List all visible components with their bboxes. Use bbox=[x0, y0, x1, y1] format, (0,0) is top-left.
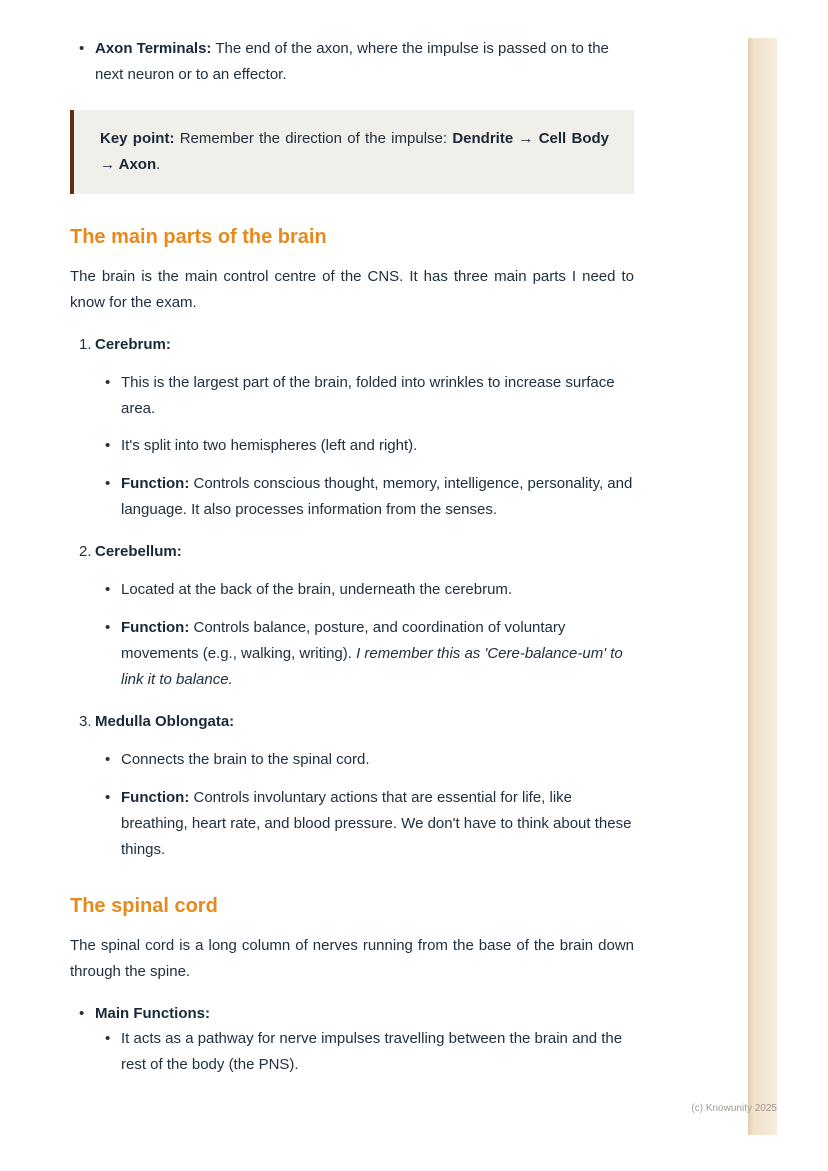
main-functions-sub-list bbox=[96, 1026, 634, 1078]
callout-bold-path: Dendrite → Cell Body → Axon bbox=[100, 129, 609, 173]
list-item bbox=[70, 1001, 634, 1079]
numbered-item-heading bbox=[70, 539, 634, 565]
list-number: 2. bbox=[79, 543, 92, 561]
term-cerebellum: Cerebellum: bbox=[95, 543, 182, 561]
list-item-text bbox=[95, 36, 634, 88]
numbered-item-cerebellum bbox=[70, 539, 634, 693]
bullet-marker: • bbox=[105, 437, 111, 455]
term-main-functions: Main Functions: bbox=[95, 1004, 210, 1022]
bullet-text: Located at the back of the brain, underneath the cerebrum. bbox=[121, 581, 513, 599]
axon-bullet-list bbox=[70, 36, 634, 88]
term-medulla: Medulla Oblongata: bbox=[95, 712, 235, 730]
footer-credit: (c) Knowunity 2025 bbox=[691, 1103, 777, 1114]
axon-term: Axon Terminals: bbox=[95, 40, 212, 57]
callout-mid: Remember the direction of the impulse: bbox=[174, 129, 453, 147]
list-number: 3. bbox=[79, 712, 92, 730]
list-item bbox=[96, 471, 634, 523]
list-item-heading bbox=[70, 1001, 634, 1027]
callout-text bbox=[100, 126, 609, 178]
bullet-marker: • bbox=[79, 1004, 85, 1022]
brain-parts-numbered-list bbox=[70, 332, 634, 863]
bullet-marker: • bbox=[105, 373, 111, 391]
list-item-text bbox=[121, 433, 634, 459]
axon-text: The end of the axon, where the impulse is passed on to the next neuron or to an effector. bbox=[95, 40, 609, 83]
brain-section-intro: The brain is the main control centre of the CNS. It has three main parts I need to know for the exam. bbox=[70, 267, 634, 311]
bullet-marker: • bbox=[105, 619, 111, 637]
list-item-text bbox=[121, 747, 634, 773]
bullet-text: It's split into two hemispheres (left and right). bbox=[121, 437, 418, 455]
heading-spinal-cord: The spinal cord bbox=[70, 894, 218, 917]
heading-main-parts-of-brain: The main parts of the brain bbox=[70, 225, 327, 248]
bullet-marker: • bbox=[105, 788, 111, 806]
bullet-text: Controls conscious thought, memory, intelligence, personality, and language. It also processes information from the senses. bbox=[121, 475, 633, 519]
bullet-italic-note: I remember this as 'Cere-balance-um' to link it to balance. bbox=[121, 645, 623, 688]
list-item-text bbox=[121, 370, 634, 422]
bullet-text: It acts as a pathway for nerve impulses travelling between the brain and the rest of the body (the PNS). bbox=[121, 1030, 623, 1074]
spinal-section-intro: The spinal cord is a long column of nerves running from the base of the brain down through the spine. bbox=[70, 936, 634, 980]
bullet-marker: • bbox=[105, 1030, 111, 1048]
numbered-item-heading bbox=[70, 332, 634, 358]
callout-lead: Key point: bbox=[100, 129, 175, 147]
list-item bbox=[96, 370, 634, 422]
bullet-lead: Function: bbox=[121, 475, 190, 493]
list-item-text bbox=[121, 615, 634, 693]
numbered-item-cerebrum bbox=[70, 332, 634, 524]
list-item bbox=[96, 747, 634, 773]
list-item bbox=[96, 433, 634, 459]
list-item-text bbox=[121, 785, 634, 863]
bullet-lead: Function: bbox=[121, 788, 190, 806]
key-point-callout bbox=[70, 110, 634, 194]
cerebellum-sub-list bbox=[96, 577, 634, 693]
cerebrum-sub-list bbox=[96, 370, 634, 524]
list-item-text bbox=[121, 1026, 634, 1078]
bullet-text: Connects the brain to the spinal cord. bbox=[121, 750, 370, 768]
bullet-text: Controls balance, posture, and coordination of voluntary movements (e.g., walking, writing). bbox=[121, 619, 566, 663]
medulla-sub-list bbox=[96, 747, 634, 863]
document-content bbox=[70, 36, 634, 1078]
bullet-marker: • bbox=[79, 40, 85, 57]
page-edge-strip bbox=[748, 38, 777, 1135]
bullet-marker: • bbox=[105, 475, 111, 493]
list-item-text bbox=[121, 471, 634, 523]
list-item-text bbox=[121, 577, 634, 603]
bullet-lead: Function: bbox=[121, 619, 190, 637]
numbered-item-heading bbox=[70, 709, 634, 735]
list-item bbox=[70, 36, 634, 88]
bullet-text: This is the largest part of the brain, folded into wrinkles to increase surface area. bbox=[121, 373, 615, 417]
list-item bbox=[96, 785, 634, 863]
bullet-marker: • bbox=[105, 581, 111, 599]
term-cerebrum: Cerebrum: bbox=[95, 335, 171, 353]
spinal-cord-list bbox=[70, 1001, 634, 1079]
numbered-item-medulla bbox=[70, 709, 634, 863]
callout-tail: . bbox=[156, 155, 161, 173]
list-item bbox=[96, 615, 634, 693]
bullet-marker: • bbox=[105, 750, 111, 768]
list-item bbox=[96, 1026, 634, 1078]
list-number: 1. bbox=[79, 335, 92, 353]
bullet-text: Controls involuntary actions that are essential for life, like breathing, heart rate, and blood pressure. We don't have to think about these things. bbox=[121, 788, 632, 858]
list-item bbox=[96, 577, 634, 603]
